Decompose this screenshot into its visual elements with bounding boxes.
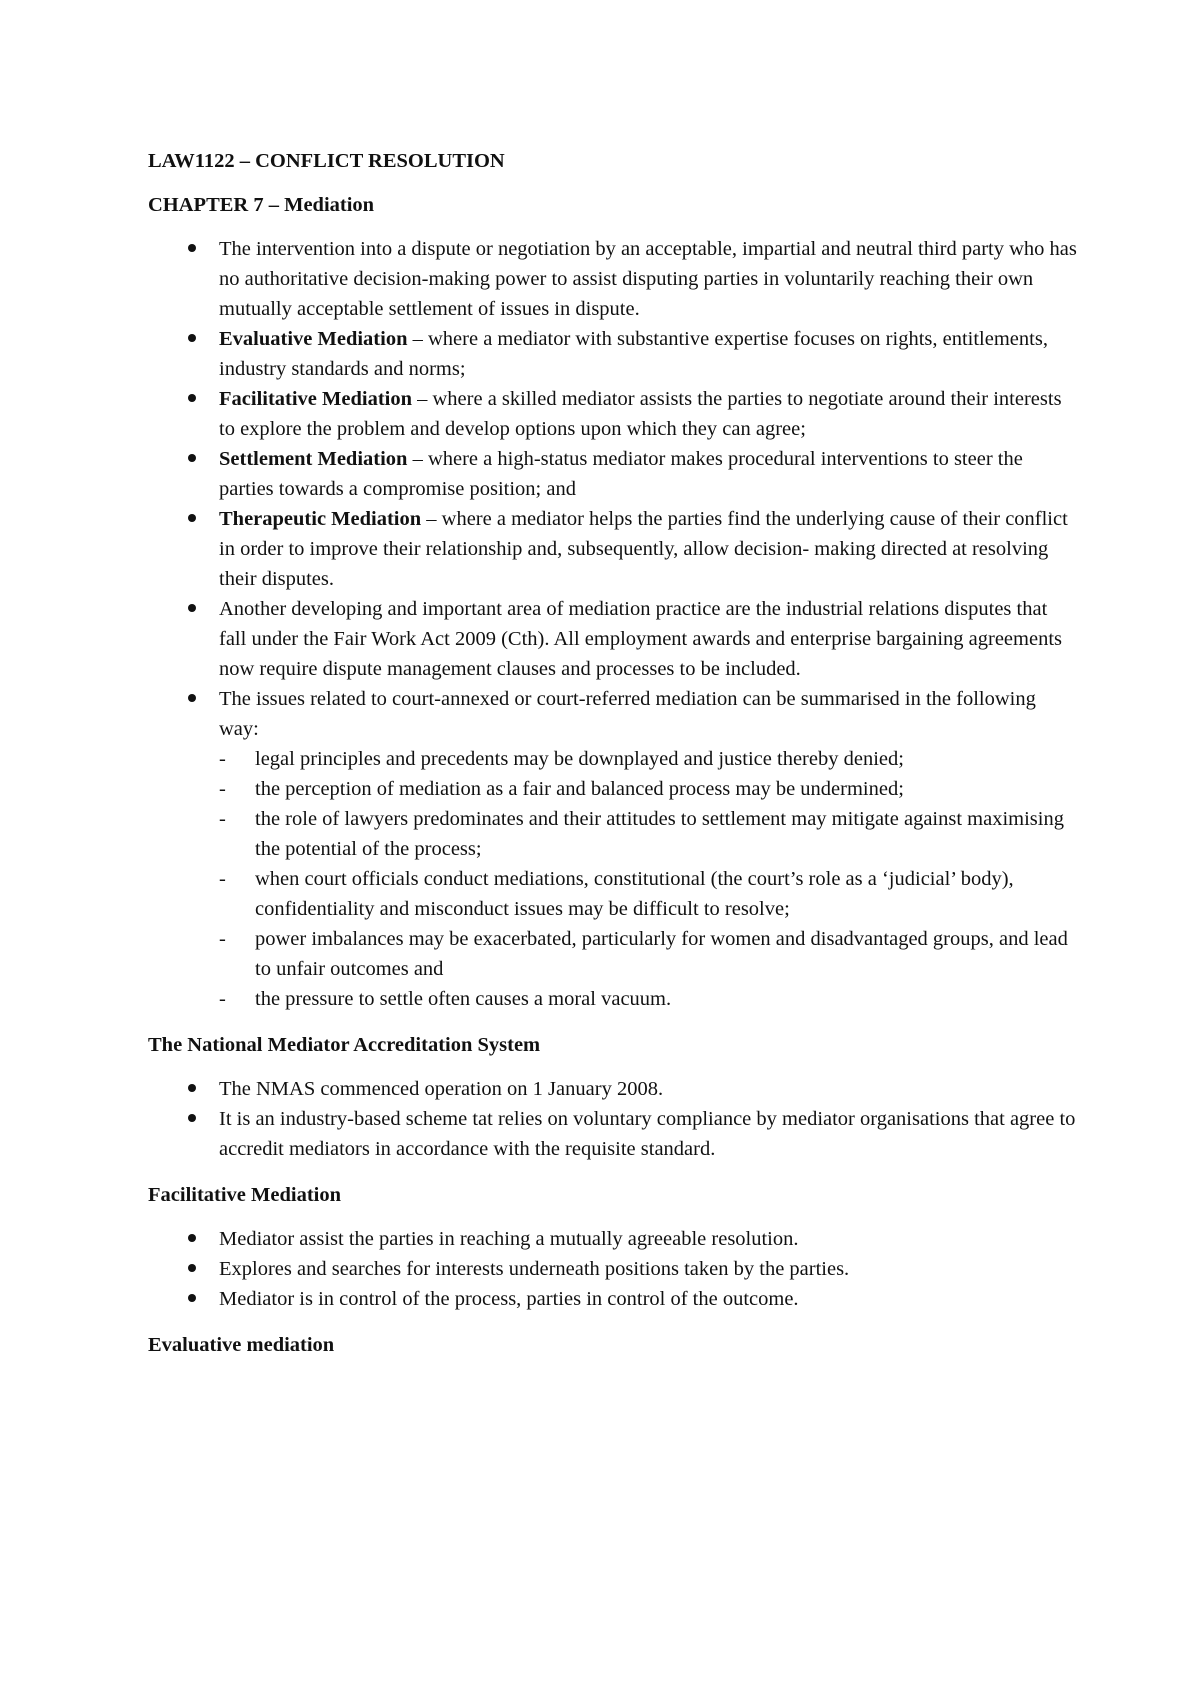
evaluative-heading: Evaluative mediation [148,1334,335,1356]
nmas-bullet-list [148,1074,1078,1164]
bullet-icon [188,334,196,342]
bullet-icon [188,454,196,462]
bullet-item: Evaluative Mediation – where a mediator with substantive expertise focuses on rights, entitlements, industry standards and norms; [148,324,1078,384]
bullet-item: Another developing and important area of mediation practice are the industrial relations disputes that fall under the Fair Work Act 2009 (Cth). All employment awards and enterprise bargaining agreements now require dispute management clauses and processes to be included. [148,594,1078,684]
facilitative-heading: Facilitative Mediation [148,1184,341,1206]
court-issues-list [219,744,1078,1014]
bullet-item-court-issues: The issues related to court-annexed or court-referred mediation can be summarised in the following way: - legal principles and precedents may be downplayed and justice thereby denied; - the perception of mediation as a fair and balanced process may be undermined; - the role of lawyers predominates and their attitudes to settlement may mitigate against maximising the potential of the process; - when court officials conduct mediations, constitutional (the court’s role as a ‘judicial’ body), confidentiality and misconduct issues may be difficult to resolve; - power imbalances may be exacerbated, particularly for women and disadvantaged groups, and lead to unfair outcomes and - the pressure to settle often causes a moral vacuum. [148,684,1078,1014]
bullet-item: It is an industry-based scheme tat relies on voluntary compliance by mediator organisations that agree to accredit mediators in accordance with the requisite standard. [148,1104,1078,1164]
dash-item: - the perception of mediation as a fair and balanced process may be undermined; [219,774,1078,804]
bullet-term: Evaluative Mediation [219,328,408,350]
dash-marker: - [219,988,226,1010]
bullet-icon [188,1234,196,1242]
bullet-icon [188,604,196,612]
bullet-item: Mediator assist the parties in reaching a mutually agreeable resolution. [148,1224,1078,1254]
bullet-item: Explores and searches for interests underneath positions taken by the parties. [148,1254,1078,1284]
bullet-item: The NMAS commenced operation on 1 January 2008. [148,1074,1078,1104]
bullet-term: Therapeutic Mediation [219,508,422,530]
bullet-item: Facilitative Mediation – where a skilled mediator assists the parties to negotiate around their interests to explore the problem and develop options upon which they can agree; [148,384,1078,444]
bullet-icon [188,694,196,702]
dash-marker: - [219,928,226,950]
bullet-term: Facilitative Mediation [219,388,412,410]
bullet-item: Therapeutic Mediation – where a mediator helps the parties find the underlying cause of their conflict in order to improve their relationship and, subsequently, allow decision- making directed at resolving their disputes. [148,504,1078,594]
bullet-item: Settlement Mediation – where a high-status mediator makes procedural interventions to steer the parties towards a compromise position; and [148,444,1078,504]
nmas-heading: The National Mediator Accreditation System [148,1034,541,1056]
facilitative-bullet-list [148,1224,1078,1314]
dash-item: - legal principles and precedents may be downplayed and justice thereby denied; [219,744,1078,774]
dash-item: - when court officials conduct mediations, constitutional (the court’s role as a ‘judicial’ body), confidentiality and misconduct issues may be difficult to resolve; [219,864,1078,924]
dash-marker: - [219,868,226,890]
dash-marker: - [219,808,226,830]
bullet-term: Settlement Mediation [219,448,408,470]
dash-item: - the pressure to settle often causes a moral vacuum. [219,984,1078,1014]
bullet-item: The intervention into a dispute or negotiation by an acceptable, impartial and neutral third party who has no authoritative decision-making power to assist disputing parties in voluntarily reaching their own mutually acceptable settlement of issues in dispute. [148,234,1078,324]
chapter-heading: CHAPTER 7 – Mediation [148,194,375,216]
bullet-icon [188,394,196,402]
dash-marker: - [219,748,226,770]
bullet-icon [188,514,196,522]
dash-item: - power imbalances may be exacerbated, particularly for women and disadvantaged groups, and lead to unfair outcomes and [219,924,1078,984]
chapter-bullet-list [148,234,1078,1014]
bullet-icon [188,1114,196,1122]
bullet-icon [188,1084,196,1092]
document-title: LAW1122 – CONFLICT RESOLUTION [148,150,505,172]
dash-marker: - [219,778,226,800]
bullet-item: Mediator is in control of the process, parties in control of the outcome. [148,1284,1078,1314]
bullet-icon [188,1264,196,1272]
dash-item: - the role of lawyers predominates and their attitudes to settlement may mitigate against maximising the potential of the process; [219,804,1078,864]
bullet-icon [188,244,196,252]
bullet-icon [188,1294,196,1302]
document-content [148,146,1078,1374]
